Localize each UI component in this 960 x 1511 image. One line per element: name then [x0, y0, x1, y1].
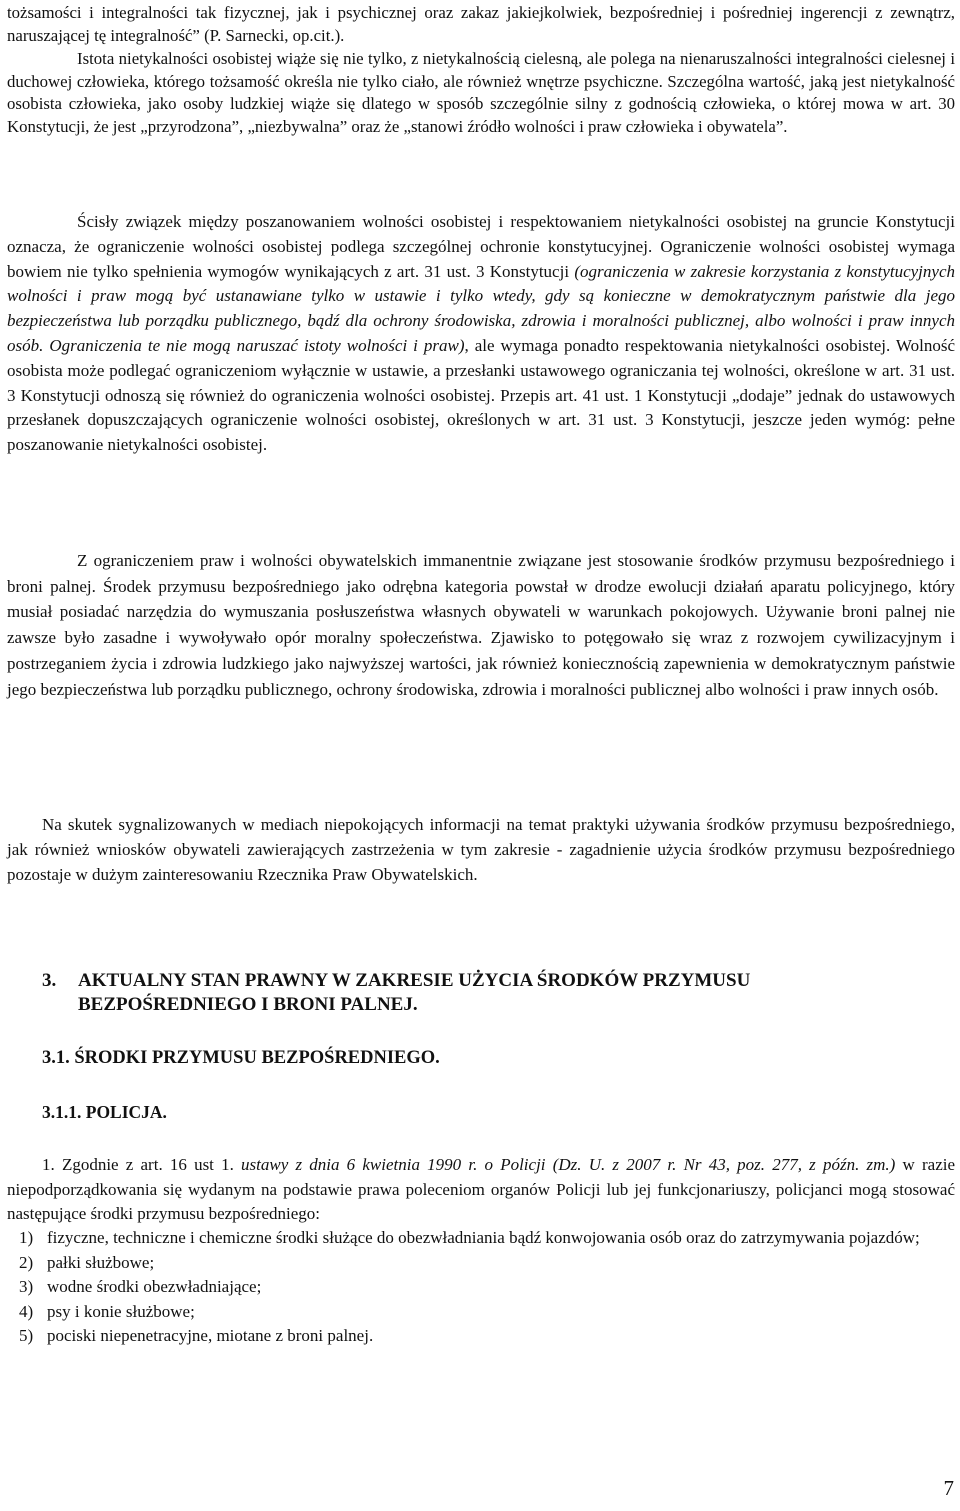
list-item-text: pociski niepenetracyjne, miotane z broni palnej.	[47, 1326, 374, 1346]
text-run: Ścisły związek między poszanowaniem wolności osobistej i respektowaniem nietykalności osobistej na gruncie Konstytucji oznacza, że ograniczenie wolności osobistej podlega szczególnej ochronie konstytucyjnej. Ograniczenie wolności osobistej wymaga bowiem nie tylko spełnienia wymogów wynikających z art. 31 ust. 3 Konstytucji	[7, 212, 955, 281]
measures-list	[7, 1226, 955, 1349]
text-run: , ale wymaga ponadto respektowania nietykalności osobistej. Wolność osobista może podlegać ograniczeniom wyłącznie w ustawie, a przesłanki ustawowego ograniczania tej wolności, określone w art. 31 ust. 3 Konstytucji odnoszą się również do ograniczenia wolności osobistej. Przepis art. 41 ust. 1 Konstytucji „dodaje” jednak do ustawowych przesłanek dopuszczających ograniczenie wolności osobistej, określonych w art. 31 ust. 3 Konstytucji, jeszcze jeden wymóg: pełne poszanowanie nietykalności osobistej.	[7, 335, 955, 455]
section-title-line1: AKTUALNY STAN PRAWNY W ZAKRESIE UŻYCIA ŚRODKÓW PRZYMUSU	[78, 970, 751, 991]
list-item	[7, 1324, 955, 1349]
paragraph-art-16	[7, 1153, 955, 1227]
section-heading-3	[7, 969, 960, 1017]
list-item-text: psy i konie służbowe;	[47, 1301, 195, 1321]
subsection-heading-3-1: 3.1. ŚRODKI PRZYMUSU BEZPOŚREDNIEGO.	[42, 1048, 440, 1068]
paragraph-przymus: Z ograniczeniem praw i wolności obywatelskich immanentnie związane jest stosowanie środków przymusu bezpośredniego i broni palnej. Środek przymusu bezpośredniego jako odrębna kategoria powstał w drodze ewolucji działań aparatu policyjnego, który musiał posiadać narzędzia do wymuszania posłuszeństwa własnych obywateli w warunkach pokojowych. Używanie broni palnej nie zawsze było zasadne i wywoływało opór moralny społeczeństwa. Zjawisko to potęgowało się wraz z rozwojem cywilizacyjnym i postrzeganiem życia i zdrowia ludzkiego jako najwyższej wartości, jak również koniecznością zapewnienia w demokratycznym państwie jego bezpieczeństwa lub porządku publicznego, ochrony środowiska, zdrowia i moralności publicznej albo wolności i praw innych osób.	[7, 551, 955, 699]
list-item	[7, 1251, 955, 1276]
paragraph-rpo: Na skutek sygnalizowanych w mediach niepokojących informacji na temat praktyki używania środków przymusu bezpośredniego, jak również wniosków obywateli zawierających zastrzeżenia w tym zakresie - zagadnienie użycia środków przymusu bezpośredniego pozostaje w dużym zainteresowaniu Rzecznika Praw Obywatelskich.	[7, 815, 955, 885]
subsection-heading-3-1-1: 3.1.1. POLICJA.	[42, 1102, 167, 1122]
section-number: 3.	[42, 970, 57, 991]
list-item-text: pałki służbowe;	[47, 1252, 155, 1272]
list-marker: 2)	[19, 1252, 34, 1272]
list-item	[7, 1226, 955, 1251]
paragraph-wolnosc-osobista	[7, 210, 955, 458]
list-marker: 1)	[19, 1228, 34, 1247]
text-run: 1. Zgodnie z art. 16 ust 1.	[42, 1155, 242, 1174]
list-marker: 4)	[19, 1301, 34, 1321]
section-title-line2: BEZPOŚREDNIEGO I BRONI PALNEJ.	[78, 994, 418, 1015]
quote-art-31: (ograniczenia w zakresie korzystania z konstytucyjnych wolności i praw mogą być ustanawiane tylko w ustawie i tylko wtedy, gdy są konieczne w demokratycznym państwie dla jego bezpieczeństwa lub porządku publicznego, bądź dla ochrony środowiska, zdrowia i moralności publicznej, albo wolności i praw innych osób. Ograniczenia te nie mogą naruszać istoty wolności i praw)	[7, 261, 955, 355]
page-number: 7	[943, 1476, 954, 1500]
list-marker: 3)	[19, 1277, 34, 1297]
text-run: w razie niepodporządkowania się wydanym na podstawie prawa poleceniom organów Policji lub jej funkcjonariuszy, policjanci mogą stosować następujące środki przymusu bezpośredniego:	[7, 1155, 956, 1224]
list-marker: 5)	[19, 1326, 34, 1346]
paragraph-intro-quote: tożsamości i integralności tak fizycznej, jak i psychicznej oraz zakaz jakiejkolwiek, bezpośredniej i pośredniej ingerencji z zewnątrz, naruszającej tę integralność” (P. Sarnecki, op.cit.).	[7, 3, 955, 45]
paragraph-nietykalnosc: Istota nietykalności osobistej wiąże się nie tylko, z nietykalnością cielesną, ale polega na nienaruszalności integralności cielesnej i duchowej człowieka, którego tożsamość określa nie tylko ciało, ale również wnętrze psychiczne. Szczególna wartość, jaką jest nietykalność osobista człowieka, jako osoby ludzkiej wiąże się dlatego w sposób szczególnie silny z godnością człowieka, o której mowa w art. 30 Konstytucji, że jest „przyrodzona”, „niezbywalna” oraz że „stanowi źródło wolności i praw człowieka i obywatela”.	[7, 49, 955, 137]
list-item	[7, 1275, 955, 1300]
list-item-text: fizyczne, techniczne i chemiczne środki służące do obezwładniania bądź konwojowania osób oraz do zatrzymywania pojazdów;	[47, 1228, 920, 1247]
list-item	[7, 1300, 955, 1325]
statute-citation: ustawy z dnia 6 kwietnia 1990 r. o Policji (Dz. U. z 2007 r. Nr 43, poz. 277, z późn. zm.)	[241, 1155, 896, 1174]
list-item-text: wodne środki obezwładniające;	[47, 1277, 262, 1297]
